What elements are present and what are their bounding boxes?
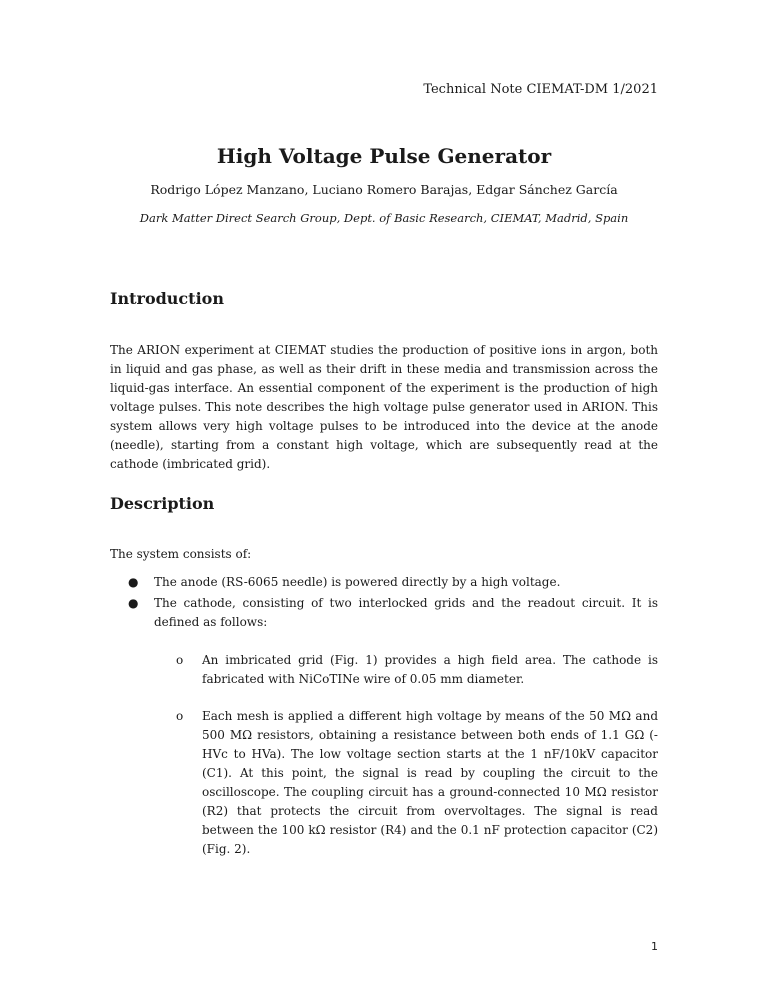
authors-line: Rodrigo López Manzano, Luciano Romero Barajas, Edgar Sánchez García xyxy=(150,182,618,197)
sub-item-text: Each mesh is applied a different high voltage by means of the 50 MΩ and 500 MΩ resistors, obtaining a resistance between both ends of 1.1 GΩ (-HVc to HVa). The low voltage section starts at the 1 nF/10kV capacitor (C1). At this point, the signal is read by coupling the circuit to the oscilloscope. The coupling circuit has a ground-connected 10 MΩ resistor (R2) that protects the circuit from overvoltages. The signal is read between the 100 kΩ resistor (R4) and the 0.1 nF protection capacitor (C2) (Fig. 2). xyxy=(202,709,658,856)
bullet-text: The cathode, consisting of two interlocked grids and the readout circuit. It is defined as follows: xyxy=(154,596,658,629)
technical-note-header: Technical Note CIEMAT-DM 1/2021 xyxy=(423,82,658,97)
sub-item-text: An imbricated grid (Fig. 1) provides a high field area. The cathode is fabricated with NiCoTINe wire of 0.05 mm diameter. xyxy=(202,653,658,686)
description-intro: The system consists of: xyxy=(110,547,252,561)
sub-item-imbricated-grid xyxy=(176,651,658,689)
bullet-item-cathode xyxy=(128,594,658,632)
document-title: High Voltage Pulse Generator xyxy=(216,144,552,168)
introduction-heading: Introduction xyxy=(110,289,224,308)
bullet-text: The anode (RS-6065 needle) is powered directly by a high voltage. xyxy=(154,575,561,589)
affiliation-line: Dark Matter Direct Search Group, Dept. of Basic Research, CIEMAT, Madrid, Spain xyxy=(139,211,629,225)
bullet-icon: ● xyxy=(128,596,139,610)
sub-bullet-icon: o xyxy=(176,653,184,667)
introduction-paragraph: The ARION experiment at CIEMAT studies the production of positive ions in argon, both in liquid and gas phase, as well as their drift in these media and transmission across the liquid-gas interface. An essential component of the experiment is the production of high voltage pulses. This note describes the high voltage pulse generator used in ARION. This system allows very high voltage pulses to be introduced into the device at the anode (needle), starting from a constant high voltage, which are subsequently read at the cathode (imbricated grid). xyxy=(110,343,658,471)
page-number: 1 xyxy=(651,940,658,953)
bullet-item-anode xyxy=(128,573,658,592)
bullet-icon: ● xyxy=(128,575,139,589)
description-heading: Description xyxy=(110,494,215,513)
sub-bullet-icon: o xyxy=(176,709,184,723)
sub-item-mesh-voltage xyxy=(176,707,658,859)
